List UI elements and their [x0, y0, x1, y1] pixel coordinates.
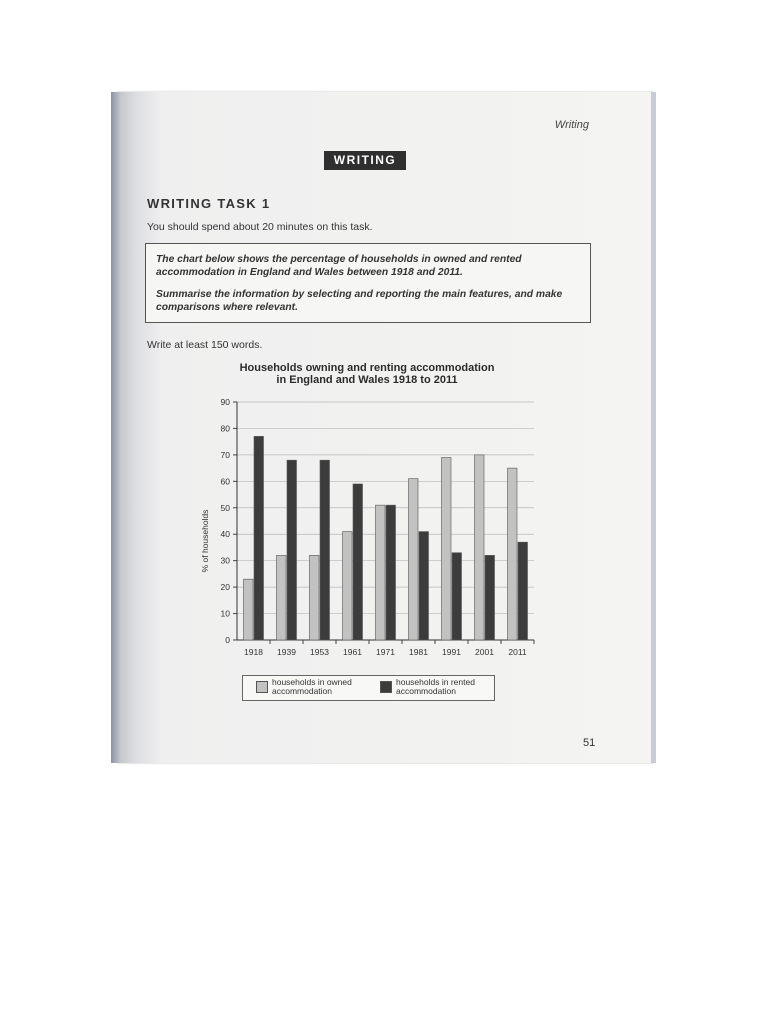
bar-owned [475, 455, 485, 640]
chart-title-line: Households owning and renting accommodation [239, 362, 495, 374]
bar-owned [376, 505, 386, 640]
bar-rented [452, 553, 462, 640]
running-head: Writing [554, 119, 589, 131]
x-tick-label: 2001 [475, 647, 494, 657]
y-tick-label: 30 [220, 555, 230, 566]
bar-rented [254, 436, 264, 640]
time-instruction: You should spend about 20 minutes on this task. [147, 221, 373, 233]
book-page [117, 92, 654, 763]
bar-rented [485, 555, 495, 640]
bar-owned [310, 555, 320, 640]
y-tick-label: 20 [220, 582, 230, 593]
y-tick-label: 80 [220, 423, 230, 434]
x-tick-label: 1971 [376, 647, 395, 657]
y-tick-label: 40 [220, 529, 230, 540]
x-tick-label: 1981 [409, 647, 428, 657]
bar-rented [287, 460, 297, 640]
legend-label-line: households in rented [396, 677, 475, 687]
x-tick-label: 2011 [508, 647, 527, 657]
task-title: WRITING TASK 1 [147, 196, 271, 211]
x-tick-label: 1918 [244, 647, 263, 657]
y-axis-label: % of households [200, 509, 210, 573]
task-prompt-paragraph: The chart below shows the percentage of households in owned and rented accommodation in England and Wales between 1918 and 2011. [156, 254, 522, 278]
y-tick-label: 90 [220, 397, 230, 407]
y-tick-label: 50 [220, 502, 230, 513]
bar-owned [442, 458, 452, 640]
legend-label-line: households in owned [272, 677, 352, 687]
bar-owned [343, 532, 353, 640]
y-tick-label: 70 [220, 449, 230, 460]
y-tick-label: 10 [220, 608, 230, 619]
legend-label-owned [272, 678, 372, 696]
legend-label-line: accommodation [396, 686, 457, 696]
y-tick-label: 0 [225, 635, 230, 645]
x-tick-label: 1961 [343, 647, 362, 657]
section-label: WRITING [324, 151, 406, 170]
bar-rented [353, 484, 363, 640]
legend-swatch-rented [380, 681, 392, 693]
x-tick-label: 1991 [442, 647, 461, 657]
legend-label-line: accommodation [272, 686, 333, 696]
word-count-instruction: Write at least 150 words. [147, 339, 263, 351]
legend-label-rented [396, 678, 496, 696]
bar-rented [386, 505, 396, 640]
y-tick-label: 60 [220, 476, 230, 487]
bar-owned [409, 479, 419, 640]
page-number: 51 [583, 737, 596, 749]
bar-owned [244, 579, 254, 640]
x-tick-label: 1953 [310, 647, 329, 657]
bar-rented [518, 542, 528, 640]
bar-chart [117, 92, 654, 763]
bar-rented [320, 460, 330, 640]
chart-legend [242, 675, 495, 701]
bar-rented [419, 532, 429, 640]
bar-owned [277, 555, 287, 640]
bar-owned [508, 468, 518, 640]
chart-title-line: in England and Wales 1918 to 2011 [276, 374, 458, 386]
task-instruction-paragraph: Summarise the information by selecting and reporting the main features, and make comparisons where relevant. [156, 289, 563, 313]
x-tick-label: 1939 [277, 647, 296, 657]
legend-swatch-owned [256, 681, 268, 693]
